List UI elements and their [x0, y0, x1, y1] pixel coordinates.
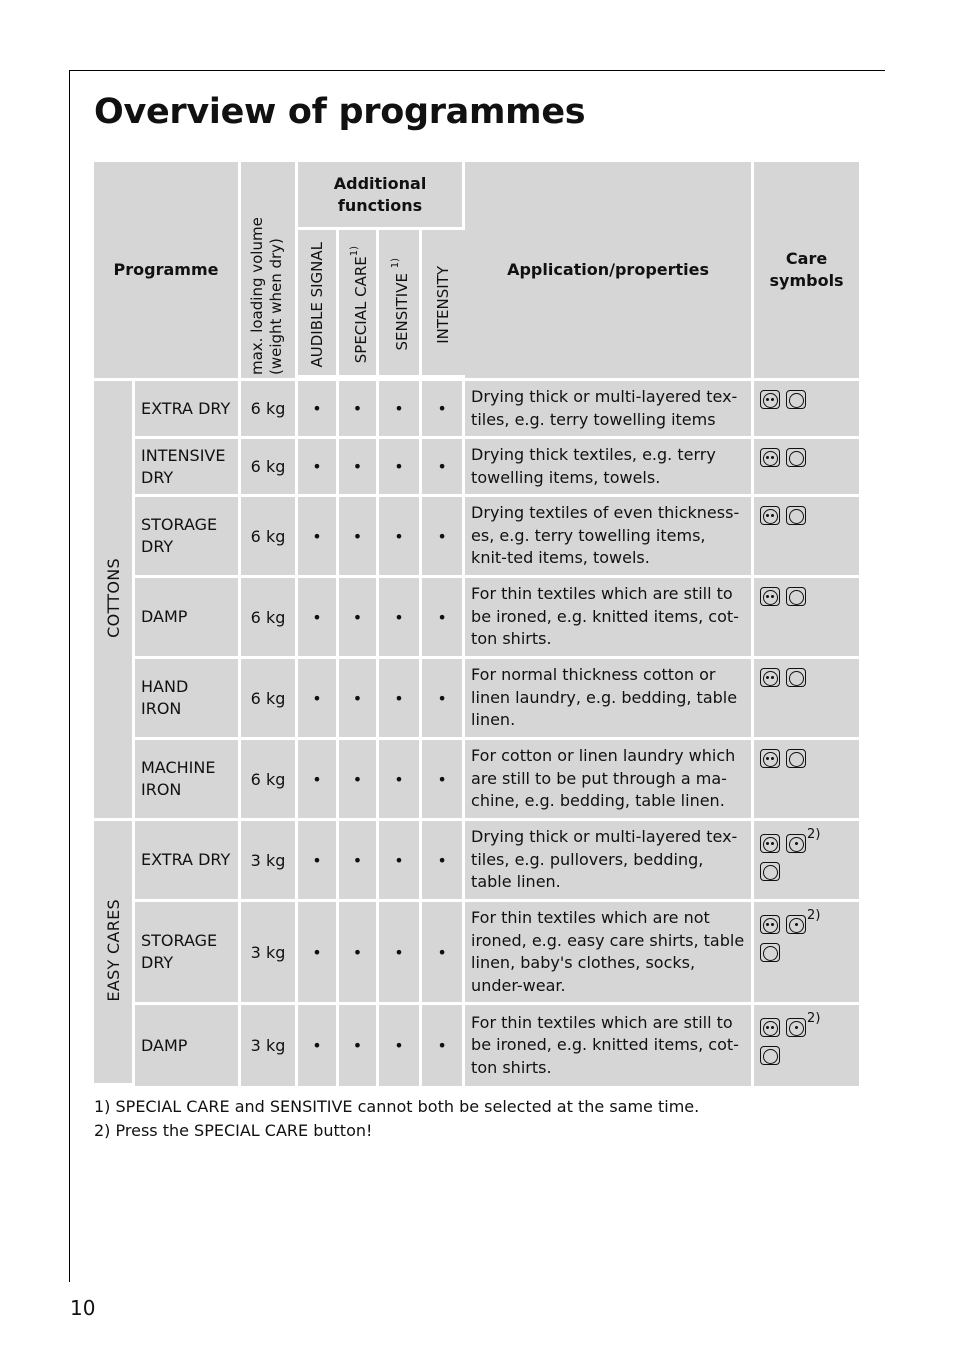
- care-symbols: [754, 578, 859, 659]
- intensity-dot: •: [422, 1005, 465, 1086]
- tumble-dry-high-heat-icon: [760, 915, 780, 934]
- audible-dot: •: [298, 821, 339, 902]
- group-easy-cares: EASY CARES: [94, 821, 135, 1086]
- programme-name: DAMP: [135, 578, 241, 659]
- programme-name: EXTRA DRY: [135, 381, 241, 439]
- tumble-dry-low-heat-icon: [786, 834, 806, 853]
- special-care-dot: •: [339, 902, 379, 1005]
- load-value: 6 kg: [241, 381, 298, 439]
- programmes-table: [94, 162, 859, 1086]
- special-care-dot: •: [339, 439, 379, 497]
- application-text: Drying thick textiles, e.g. terry towelling items, towels.: [465, 439, 754, 497]
- special-care-dot: •: [339, 740, 379, 821]
- table-row: [94, 578, 859, 659]
- sensitive-dot: •: [379, 659, 422, 740]
- load-value: 6 kg: [241, 439, 298, 497]
- footnote-1: 1) SPECIAL CARE and SENSITIVE cannot both be selected at the same time.: [94, 1097, 700, 1116]
- header-sensitive: SENSITIVE $^{1)}$: [379, 230, 422, 381]
- table-row: [94, 740, 859, 821]
- care-symbols: 2): [754, 1005, 859, 1086]
- header-application: Application/properties: [465, 162, 754, 381]
- programme-name: STORAGE DRY: [135, 497, 241, 578]
- load-value: 6 kg: [241, 740, 298, 821]
- tumble-dry-high-heat-icon: [760, 834, 780, 853]
- special-care-dot: •: [339, 578, 379, 659]
- sensitive-dot: •: [379, 497, 422, 578]
- programme-name: STORAGE DRY: [135, 902, 241, 1005]
- application-text: For cotton or linen laundry which are still to be put through a ma-chine, e.g. bedding, table linen.: [465, 740, 754, 821]
- audible-dot: •: [298, 902, 339, 1005]
- table-row: [94, 497, 859, 578]
- tumble-dry-low-heat-icon: [786, 915, 806, 934]
- tumble-dry-high-heat-icon: [760, 749, 780, 768]
- application-text: Drying thick or multi-layered tex-tiles, e.g. pullovers, bedding, table linen.: [465, 821, 754, 902]
- sensitive-dot: •: [379, 578, 422, 659]
- application-text: Drying textiles of even thickness-es, e.g. terry towelling items, knit-ted items, towels.: [465, 497, 754, 578]
- header-audible-signal: AUDIBLE SIGNAL: [298, 230, 339, 381]
- programme-name: HAND IRON: [135, 659, 241, 740]
- care-symbols: 2): [754, 821, 859, 902]
- special-care-dot: •: [339, 659, 379, 740]
- header-programme: Programme: [94, 162, 241, 381]
- sensitive-dot: •: [379, 381, 422, 439]
- tumble-dry-high-heat-icon: [760, 448, 780, 467]
- intensity-dot: •: [422, 740, 465, 821]
- sensitive-dot: •: [379, 740, 422, 821]
- care-symbols: [754, 740, 859, 821]
- tumble-dry-icon: [786, 448, 806, 467]
- top-margin-rule: [69, 70, 885, 71]
- audible-dot: •: [298, 1005, 339, 1086]
- application-text: For thin textiles which are still to be ironed, e.g. knitted items, cot-ton shirts.: [465, 1005, 754, 1086]
- load-value: 6 kg: [241, 659, 298, 740]
- special-care-dot: •: [339, 821, 379, 902]
- intensity-dot: •: [422, 902, 465, 1005]
- tumble-dry-high-heat-icon: [760, 587, 780, 606]
- footnote-2: 2) Press the SPECIAL CARE button!: [94, 1121, 373, 1140]
- intensity-dot: •: [422, 381, 465, 439]
- table-row: [94, 659, 859, 740]
- page-title: Overview of programmes: [94, 92, 586, 132]
- application-text: Drying thick or multi-layered tex-tiles, e.g. terry towelling items: [465, 381, 754, 439]
- audible-dot: •: [298, 439, 339, 497]
- intensity-dot: •: [422, 497, 465, 578]
- tumble-dry-icon: [786, 749, 806, 768]
- sensitive-dot: •: [379, 1005, 422, 1086]
- audible-dot: •: [298, 497, 339, 578]
- left-margin-rule: [69, 70, 70, 1282]
- tumble-dry-low-heat-icon: [786, 1018, 806, 1037]
- programme-name: DAMP: [135, 1005, 241, 1086]
- intensity-dot: •: [422, 578, 465, 659]
- intensity-dot: •: [422, 821, 465, 902]
- special-care-dot: •: [339, 381, 379, 439]
- tumble-dry-high-heat-icon: [760, 506, 780, 525]
- load-value: 6 kg: [241, 578, 298, 659]
- application-text: For normal thickness cotton or linen laundry, e.g. bedding, table linen.: [465, 659, 754, 740]
- programme-name: EXTRA DRY: [135, 821, 241, 902]
- header-intensity: INTENSITY: [422, 230, 465, 381]
- programme-name: MACHINE IRON: [135, 740, 241, 821]
- care-symbols: [754, 439, 859, 497]
- special-care-dot: •: [339, 497, 379, 578]
- tumble-dry-high-heat-icon: [760, 1018, 780, 1037]
- tumble-dry-icon: [760, 1046, 780, 1065]
- table-row: [94, 439, 859, 497]
- special-care-dot: •: [339, 1005, 379, 1086]
- tumble-dry-icon: [786, 587, 806, 606]
- load-value: 6 kg: [241, 497, 298, 578]
- table-row: [94, 381, 859, 439]
- tumble-dry-icon: [786, 668, 806, 687]
- group-cottons: COTTONS: [94, 381, 135, 821]
- header-load: max. loading volume (weight when dry): [241, 162, 298, 381]
- care-symbols: 2): [754, 902, 859, 1005]
- table-row: [94, 821, 859, 902]
- table-row: [94, 902, 859, 1005]
- care-symbols: [754, 497, 859, 578]
- load-value: 3 kg: [241, 902, 298, 1005]
- application-text: For thin textiles which are still to be ironed, e.g. knitted items, cot-ton shirts.: [465, 578, 754, 659]
- intensity-dot: •: [422, 439, 465, 497]
- header-care-symbols: Care symbols: [754, 162, 859, 381]
- header-additional-functions: Additional functions: [298, 162, 465, 230]
- programme-name: INTENSIVE DRY: [135, 439, 241, 497]
- application-text: For thin textiles which are not ironed, e.g. easy care shirts, table linen, baby's clothes, socks, under-wear.: [465, 902, 754, 1005]
- header-special-care: SPECIAL CARE$^{1)}$: [339, 230, 379, 381]
- tumble-dry-icon: [760, 862, 780, 881]
- page-number: 10: [70, 1296, 96, 1320]
- tumble-dry-icon: [786, 390, 806, 409]
- load-value: 3 kg: [241, 1005, 298, 1086]
- tumble-dry-icon: [786, 506, 806, 525]
- sensitive-dot: •: [379, 821, 422, 902]
- sensitive-dot: •: [379, 902, 422, 1005]
- tumble-dry-high-heat-icon: [760, 390, 780, 409]
- audible-dot: •: [298, 381, 339, 439]
- audible-dot: •: [298, 740, 339, 821]
- care-symbols: [754, 659, 859, 740]
- table-row: [94, 1005, 859, 1086]
- audible-dot: •: [298, 578, 339, 659]
- care-symbols: [754, 381, 859, 439]
- intensity-dot: •: [422, 659, 465, 740]
- tumble-dry-high-heat-icon: [760, 668, 780, 687]
- audible-dot: •: [298, 659, 339, 740]
- sensitive-dot: •: [379, 439, 422, 497]
- load-value: 3 kg: [241, 821, 298, 902]
- tumble-dry-icon: [760, 943, 780, 962]
